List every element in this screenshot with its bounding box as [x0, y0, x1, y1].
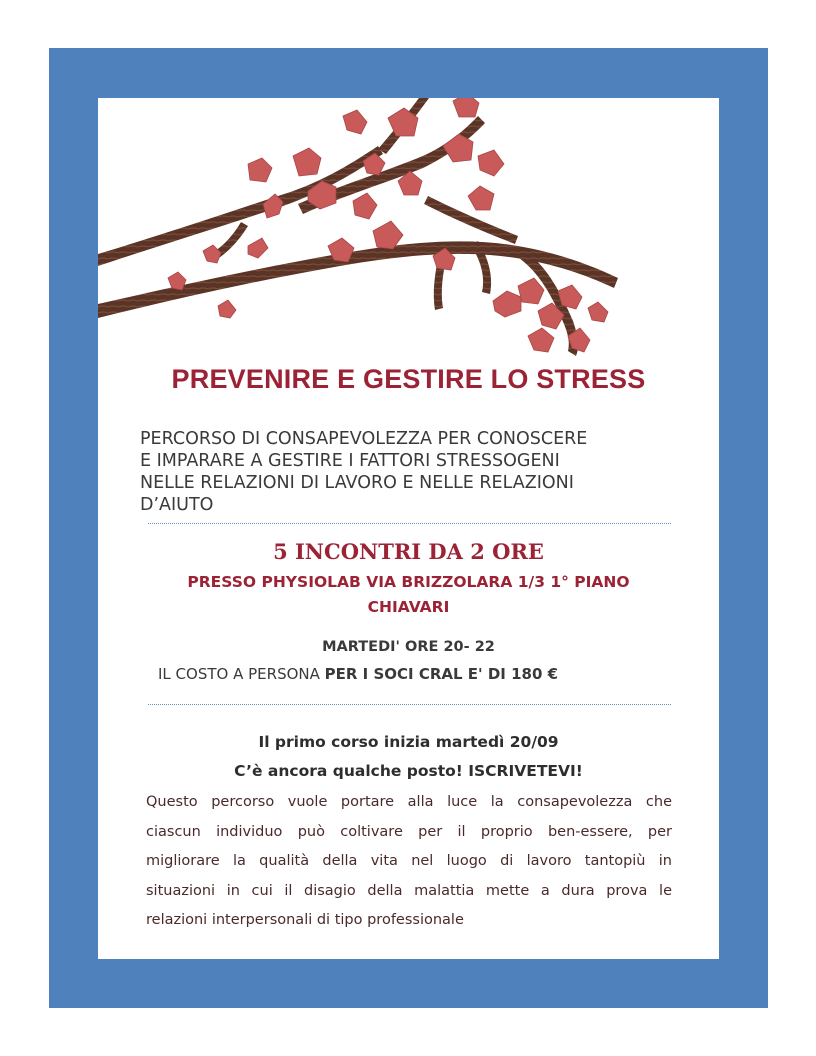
description-line: relazioni interpersonali di tipo professionale — [146, 912, 464, 928]
course-start-text: Il primo corso inizia martedì 20/09 — [258, 733, 559, 751]
description-paragraph — [146, 788, 672, 936]
description-line: migliorare la qualità della vita nel luogo di lavoro tantopiù in — [146, 853, 672, 869]
divider-bottom — [148, 704, 671, 705]
availability-text: C’è ancora qualche posto! ISCRIVETEVI! — [234, 762, 583, 780]
description-line: ciascun individuo può coltivare per il proprio ben-essere, per — [146, 823, 672, 840]
subtitle-line: NELLE RELAZIONI DI LAVORO E NELLE RELAZIONI — [140, 473, 574, 493]
subtitle-line: PERCORSO DI CONSAPEVOLEZZA PER CONOSCERE — [140, 429, 588, 449]
flyer-page — [98, 98, 719, 959]
cost-prefix: IL COSTO A PERSONA — [158, 665, 325, 683]
venue-city: CHIAVARI — [367, 598, 450, 616]
meetings-heading: 5 INCONTRI DA 2 ORE — [273, 539, 544, 564]
venue-address: PRESSO PHYSIOLAB VIA BRIZZOLARA 1/3 1° PIANO — [187, 573, 630, 591]
cost-amount: PER I SOCI CRAL E' DI 180 € — [324, 665, 559, 683]
description-line: situazioni in cui il disagio della malattia mette a dura prova le — [146, 882, 672, 899]
cost-text — [158, 665, 558, 683]
page-title: PREVENIRE E GESTIRE LO STRESS — [171, 364, 646, 394]
schedule-text: MARTEDI' ORE 20- 22 — [322, 639, 495, 655]
description-line: Questo percorso vuole portare alla luce la consapevolezza che — [146, 794, 672, 810]
blossom-branch-illustration — [98, 98, 719, 366]
subtitle-line: E IMPARARE A GESTIRE I FATTORI STRESSOGENI — [140, 451, 560, 471]
subtitle-line: D’AIUTO — [140, 495, 214, 515]
divider-top — [148, 523, 671, 524]
subtitle-block — [140, 428, 680, 516]
